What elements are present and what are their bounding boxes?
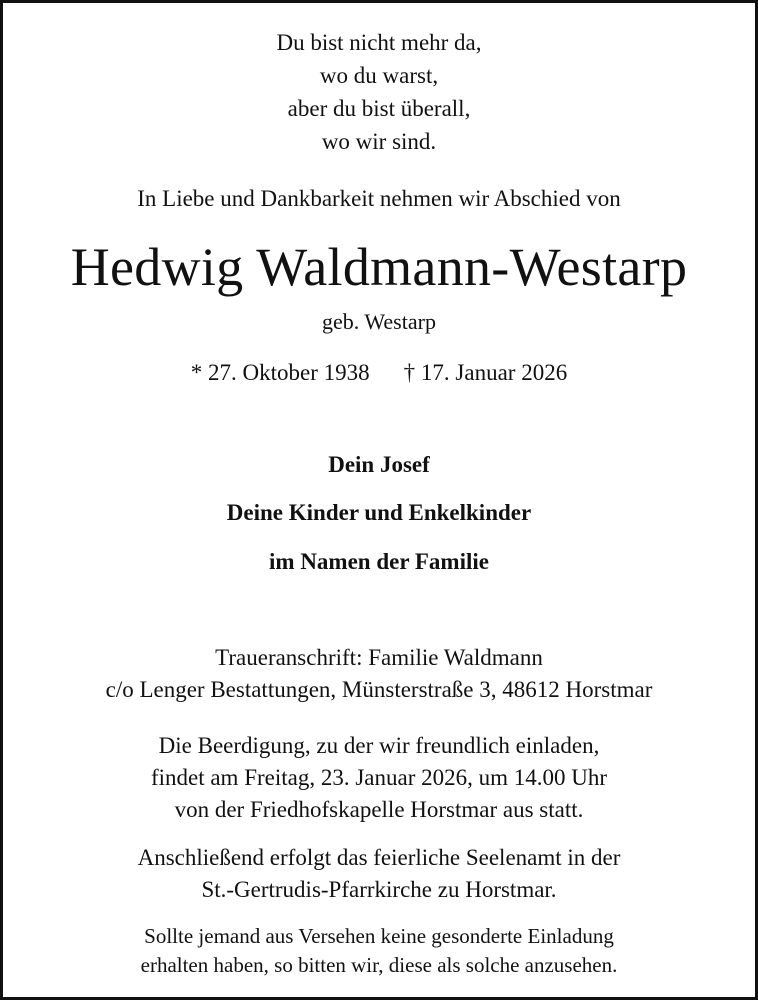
funeral-line: findet am Freitag, 23. Januar 2026, um 14.00 Uhr — [150, 765, 608, 790]
birth-date: * 27. Oktober 1938 — [190, 360, 370, 385]
funeral-line: von der Friedhofskapelle Horstmar aus statt. — [174, 797, 584, 822]
mourner-line: Dein Josef — [328, 452, 430, 477]
intro-text: In Liebe und Dankbarkeit nehmen wir Abschied von — [137, 186, 621, 211]
mourner-line: im Namen der Familie — [269, 549, 489, 574]
poem-line: aber du bist überall, — [287, 96, 471, 121]
requiem-line: Anschließend erfolgt das feierliche Seelenamt in der — [137, 845, 621, 870]
mourner-line: Deine Kinder und Enkelkinder — [226, 500, 532, 525]
funeral-line: Die Beerdigung, zu der wir freundlich einladen, — [158, 733, 600, 758]
poem-line: wo du warst, — [319, 63, 439, 88]
address-line: c/o Lenger Bestattungen, Münsterstraße 3, 48612 Horstmar — [105, 677, 653, 702]
poem-line: wo wir sind. — [321, 129, 437, 154]
requiem-line: St.-Gertrudis-Pfarrkirche zu Horstmar. — [201, 877, 557, 902]
address-line: Traueranschrift: Familie Waldmann — [215, 645, 543, 670]
life-dates — [0, 360, 758, 386]
maiden-name: geb. Westarp — [322, 309, 436, 334]
deceased-name: Hedwig Waldmann-Westarp — [70, 237, 688, 297]
death-date: † 17. Januar 2026 — [403, 360, 568, 385]
note-line: erhalten haben, so bitten wir, diese als solche anzusehen. — [140, 953, 618, 977]
poem-line: Du bist nicht mehr da, — [276, 30, 482, 55]
note-line: Sollte jemand aus Versehen keine gesonderte Einladung — [144, 924, 614, 948]
